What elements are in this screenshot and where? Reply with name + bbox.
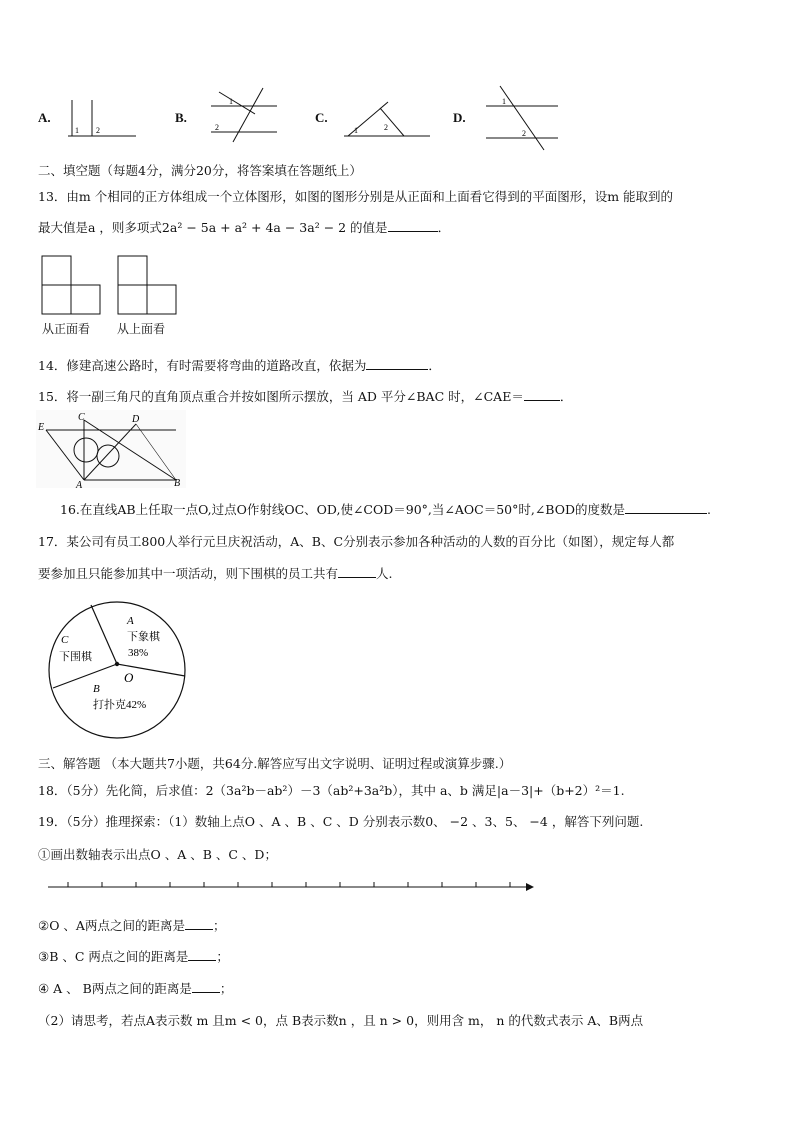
q15-label-b: B [174, 478, 181, 488]
option-b-figure [205, 86, 281, 144]
pie-a-letter: A [127, 615, 134, 627]
option-d-label[interactable]: D. [453, 110, 466, 125]
q14-stem: 14．修建高速公路时，有时需要将弯曲的道路改直，依据为 [38, 358, 367, 373]
pie-a-pct: 38% [128, 647, 149, 659]
q15-label-a: A [76, 480, 83, 488]
q15-label-c: C [78, 412, 85, 423]
q19-step1: ①画出数轴表示出点O 、A 、B 、C 、D； [38, 847, 277, 862]
q19-step4-stem: ④ A 、 B两点之间的距离是 [38, 981, 192, 996]
svg-text:1: 1 [75, 126, 79, 135]
svg-text:2: 2 [96, 126, 100, 135]
q13-answer-blank[interactable] [388, 219, 438, 232]
number-line-ticks [68, 882, 510, 887]
number-line-arrow-icon [526, 883, 534, 891]
svg-text:2: 2 [522, 129, 526, 138]
pie-c-letter: C [61, 634, 69, 646]
q19-step3 [38, 947, 229, 965]
option-c-label[interactable]: C. [315, 110, 328, 125]
option-c-figure [340, 96, 432, 140]
q19-step3-end: ； [216, 949, 229, 964]
q19-step2-stem: ②O 、A两点之间的距离是 [38, 918, 185, 933]
q17-end: 人. [376, 566, 393, 581]
q17-answer-blank[interactable] [338, 565, 376, 578]
svg-text:2: 2 [215, 123, 219, 132]
section-2-heading: 二、填空题（每题4分，满分20分，将答案填在答题纸上） [38, 163, 362, 178]
q15 [38, 387, 572, 405]
q13-line1: 13．由m 个相同的正方体组成一个立体图形，如图的图形分别是从正面和上面看它得到的平面图形，设m 能取到的 [38, 189, 674, 204]
pie-c-name: 下围棋 [59, 651, 92, 663]
q19-step3-stem: ③B 、C 两点之间的距离是 [38, 949, 189, 964]
q19-step4 [38, 979, 232, 997]
q17-line1: 17．某公司有员工800人举行元旦庆祝活动，A、B、C分别表示参加各种活动的人数的百分比（如图），规定每人都 [38, 534, 675, 549]
q16-end: . [706, 502, 711, 517]
q15-label-d: D [132, 414, 140, 425]
number-line[interactable] [44, 876, 540, 896]
q15-stem: 15．将一副三角尺的直角顶点重合并按如图所示摆放，当 AD 平分∠BAC 时，∠CAE＝ [38, 389, 524, 404]
option-d-figure [482, 84, 562, 152]
q14-end: ． [428, 358, 441, 373]
q16-answer-blank[interactable] [625, 501, 707, 514]
pie-center-label: O [124, 670, 134, 685]
option-a-figure [62, 98, 138, 140]
option-a-label[interactable]: A. [38, 110, 51, 125]
q13-top-caption: 从上面看 [117, 322, 166, 336]
q15-end: ． [559, 389, 573, 404]
q13-front-caption: 从正面看 [42, 322, 91, 336]
pie-boundary-ac [91, 605, 117, 664]
q13-front-view-figure [40, 254, 104, 318]
q19-step4-end: ； [219, 981, 233, 996]
q19-step2 [38, 916, 225, 934]
q18: 18．（5分）先化简，后求值：2（3a²b－ab²）－3（ab²+3a²b），其中 a、b 满足|a－3|+（b+2）²＝1. [38, 783, 625, 798]
pie-center-dot [115, 662, 119, 666]
pie-a-name: 下象棋 [127, 631, 160, 643]
q19-step3-blank[interactable] [188, 948, 216, 961]
q16 [60, 500, 711, 518]
q13-end: ． [437, 220, 451, 235]
q17-pie-chart [44, 598, 190, 742]
pie-boundary-bc [53, 664, 117, 688]
section-3-heading: 三、解答题 （本大题共7小题，共64分.解答应写出文字说明、证明过程或演算步骤.） [38, 756, 512, 771]
svg-text:1: 1 [229, 97, 233, 106]
pie-b-label: 打扑克42% [93, 699, 147, 711]
pie-b-letter: B [93, 683, 100, 695]
q19-step4-blank[interactable] [192, 980, 220, 993]
q13-stem: 最大值是a ，则多项式2a² − 5a + a² + 4a − 3a² − 2 的值是 [38, 220, 388, 235]
svg-text:2: 2 [384, 123, 388, 132]
q13-top-view-figure [116, 254, 180, 318]
q15-label-e: E [38, 422, 45, 433]
q13-line2 [38, 218, 450, 236]
q19-line1: 19．（5分）推理探索：（1）数轴上点O 、A 、B 、C 、D 分别表示数0、 −2 、3、5、 −4 ，解答下列问题. [38, 814, 644, 829]
q17-line2 [38, 564, 393, 582]
q15-triangles-figure [36, 410, 186, 488]
q15-answer-blank[interactable] [524, 388, 560, 401]
q19-step2-blank[interactable] [185, 917, 213, 930]
q19-step2-end: ； [212, 918, 226, 933]
q14 [38, 356, 441, 374]
q19-part2: （2）请思考，若点A表示数 m 且m < 0，点 B表示数n ，且 n > 0，则用含 m， n 的代数式表示 A、B两点 [38, 1013, 644, 1028]
q16-stem: 16.在直线AB上任取一点O,过点O作射线OC、OD,使∠COD＝90°,当∠AOC＝50°时,∠BOD的度数是 [60, 502, 625, 517]
q17-stem: 要参加且只能参加其中一项活动，则下围棋的员工共有 [38, 566, 339, 581]
svg-text:1: 1 [354, 126, 358, 135]
option-b-label[interactable]: B. [175, 110, 187, 125]
q14-answer-blank[interactable] [366, 357, 428, 370]
svg-text:1: 1 [502, 97, 506, 106]
